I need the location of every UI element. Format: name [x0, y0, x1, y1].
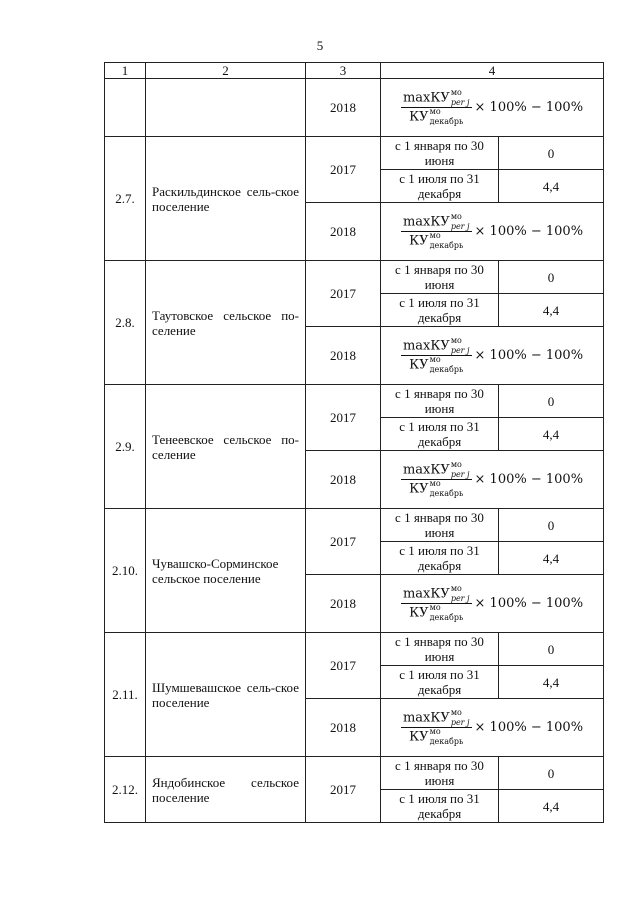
- row-number: 2.8.: [105, 261, 146, 385]
- formula-cell: [381, 79, 604, 137]
- formula-tail: × 100% − 100%: [474, 472, 584, 488]
- index-formula: [401, 462, 583, 497]
- settlement-name: Таутовское сельское по-селение: [146, 261, 306, 385]
- row-number: 2.7.: [105, 137, 146, 261]
- period-cell: с 1 января по 30 июня: [381, 757, 499, 790]
- table-row: [105, 137, 604, 170]
- period-cell: с 1 января по 30 июня: [381, 509, 499, 542]
- period-cell: с 1 января по 30 июня: [381, 137, 499, 170]
- year-cell: 2017: [306, 757, 381, 823]
- value-cell: 4,4: [499, 666, 604, 699]
- index-formula: [401, 710, 583, 745]
- fraction: [401, 214, 472, 249]
- formula-cell: [381, 327, 604, 385]
- value-cell: 4,4: [499, 170, 604, 203]
- year-cell: 2017: [306, 137, 381, 203]
- row-number: 2.9.: [105, 385, 146, 509]
- period-cell: с 1 января по 30 июня: [381, 261, 499, 294]
- fraction-denominator: КУ мо декабрь: [409, 231, 464, 251]
- period-cell: с 1 июля по 31 декабря: [381, 294, 499, 327]
- value-cell: 4,4: [499, 542, 604, 575]
- index-formula: [401, 214, 583, 249]
- settlement-name: Раскильдинское сель-ское поселение: [146, 137, 306, 261]
- period-cell: с 1 июля по 31 декабря: [381, 790, 499, 823]
- table-row: [105, 385, 604, 418]
- period-cell: с 1 июля по 31 декабря: [381, 418, 499, 451]
- index-formula: [401, 90, 583, 125]
- settlement-name: Яндобинское сельское поселение: [146, 757, 306, 823]
- settlement-name: Чувашско-Сорминское сельское поселение: [146, 509, 306, 633]
- formula-tail: × 100% − 100%: [474, 720, 584, 736]
- fraction-numerator: maxКУ мо per j: [402, 336, 470, 356]
- row-number: 2.12.: [105, 757, 146, 823]
- page-number: 5: [316, 38, 324, 53]
- row-number: [105, 79, 146, 137]
- header-col-4: 4: [381, 63, 604, 79]
- year-cell: 2017: [306, 633, 381, 699]
- index-formula: [401, 586, 583, 621]
- value-cell: 0: [499, 509, 604, 542]
- fraction-numerator: maxКУ мо per j: [402, 708, 470, 728]
- year-cell: 2018: [306, 575, 381, 633]
- formula-cell: [381, 699, 604, 757]
- period-cell: с 1 июля по 31 декабря: [381, 542, 499, 575]
- formula-cell: [381, 575, 604, 633]
- header-row: [105, 63, 604, 79]
- tariff-table: [104, 62, 604, 823]
- header-col-3: 3: [306, 63, 381, 79]
- table-row: [105, 509, 604, 542]
- period-cell: с 1 июля по 31 декабря: [381, 170, 499, 203]
- fraction-numerator: maxКУ мо per j: [402, 584, 470, 604]
- formula-cell: [381, 451, 604, 509]
- value-cell: 4,4: [499, 790, 604, 823]
- value-cell: 0: [499, 261, 604, 294]
- formula-tail: × 100% − 100%: [474, 596, 584, 612]
- fraction-denominator: КУ мо декабрь: [409, 355, 464, 375]
- index-formula: [401, 338, 583, 373]
- fraction-denominator: КУ мо декабрь: [409, 603, 464, 623]
- year-cell: 2017: [306, 261, 381, 327]
- row-number: 2.11.: [105, 633, 146, 757]
- value-cell: 0: [499, 633, 604, 666]
- fraction-denominator: КУ мо декабрь: [409, 727, 464, 747]
- fraction: [401, 710, 472, 745]
- year-cell: 2017: [306, 385, 381, 451]
- value-cell: 4,4: [499, 418, 604, 451]
- formula-tail: × 100% − 100%: [474, 224, 584, 240]
- formula-tail: × 100% − 100%: [474, 100, 584, 116]
- table-row: [105, 757, 604, 790]
- fraction: [401, 90, 472, 125]
- period-cell: с 1 января по 30 июня: [381, 385, 499, 418]
- year-cell: 2018: [306, 451, 381, 509]
- formula-tail: × 100% − 100%: [474, 348, 584, 364]
- period-cell: с 1 июля по 31 декабря: [381, 666, 499, 699]
- fraction-numerator: maxКУ мо per j: [402, 460, 470, 480]
- period-cell: с 1 января по 30 июня: [381, 633, 499, 666]
- settlement-name: Шумшевашское сель-ское поселение: [146, 633, 306, 757]
- year-cell: 2018: [306, 203, 381, 261]
- year-cell: 2018: [306, 699, 381, 757]
- value-cell: 0: [499, 385, 604, 418]
- formula-cell: [381, 203, 604, 261]
- fraction: [401, 586, 472, 621]
- header-col-1: 1: [105, 63, 146, 79]
- fraction-denominator: КУ мо декабрь: [409, 479, 464, 499]
- table-row: [105, 261, 604, 294]
- year-cell: 2017: [306, 509, 381, 575]
- value-cell: 0: [499, 757, 604, 790]
- settlement-name: [146, 79, 306, 137]
- year-cell: 2018: [306, 79, 381, 137]
- value-cell: 0: [499, 137, 604, 170]
- year-cell: 2018: [306, 327, 381, 385]
- continuation-row: [105, 79, 604, 137]
- fraction-numerator: maxКУ мо per j: [402, 212, 470, 232]
- fraction: [401, 462, 472, 497]
- table-row: [105, 633, 604, 666]
- fraction-numerator: maxКУ мо per j: [402, 88, 470, 108]
- header-col-2: 2: [146, 63, 306, 79]
- row-number: 2.10.: [105, 509, 146, 633]
- settlement-name: Тенеевское сельское по-селение: [146, 385, 306, 509]
- fraction: [401, 338, 472, 373]
- value-cell: 4,4: [499, 294, 604, 327]
- fraction-denominator: КУ мо декабрь: [409, 107, 464, 127]
